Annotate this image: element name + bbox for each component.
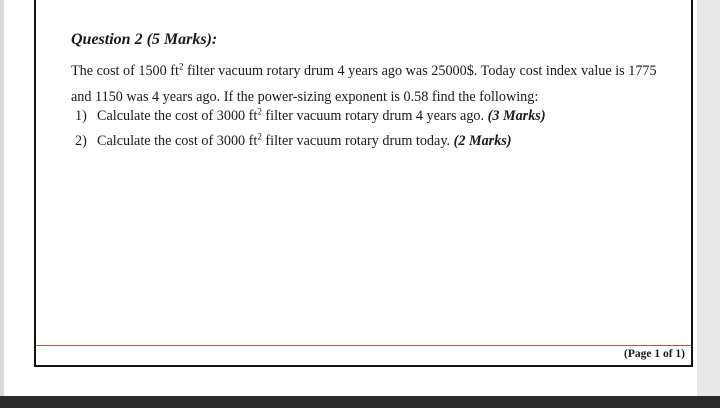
item-superscript: 2 (257, 106, 262, 117)
right-margin-area (697, 0, 720, 396)
item-number: 2) (75, 133, 87, 149)
paragraph-superscript: 2 (178, 61, 184, 72)
footer-rule (36, 345, 691, 346)
item-superscript: 2 (257, 131, 262, 142)
item-text-start: Calculate the cost of 3000 ft (97, 108, 258, 124)
list-item (75, 133, 512, 150)
question-title: Question 2 (5 Marks): (71, 31, 218, 48)
bottom-bar (0, 396, 720, 408)
document-page-frame (34, 0, 693, 367)
item-text-end: filter vacuum rotary drum 4 years ago. (261, 108, 488, 124)
paragraph-text-end: filter vacuum rotary drum 4 years ago was 25000$. Today cost index value is 1775 and 1150 was 4 years ago. If the power-sizing exponent is 0.58 find the following: (71, 63, 657, 105)
left-edge-strip (0, 0, 4, 396)
paragraph-text-start: The cost of 1500 ft (71, 63, 179, 79)
question-paragraph (71, 58, 671, 110)
list-item (75, 108, 546, 125)
page-number: (Page 1 of 1) (624, 348, 685, 360)
item-text-end: filter vacuum rotary drum today. (261, 133, 454, 149)
item-text-start: Calculate the cost of 3000 ft (97, 133, 258, 149)
item-marks: (3 Marks) (487, 108, 546, 124)
item-marks: (2 Marks) (453, 133, 512, 149)
item-number: 1) (75, 108, 87, 124)
